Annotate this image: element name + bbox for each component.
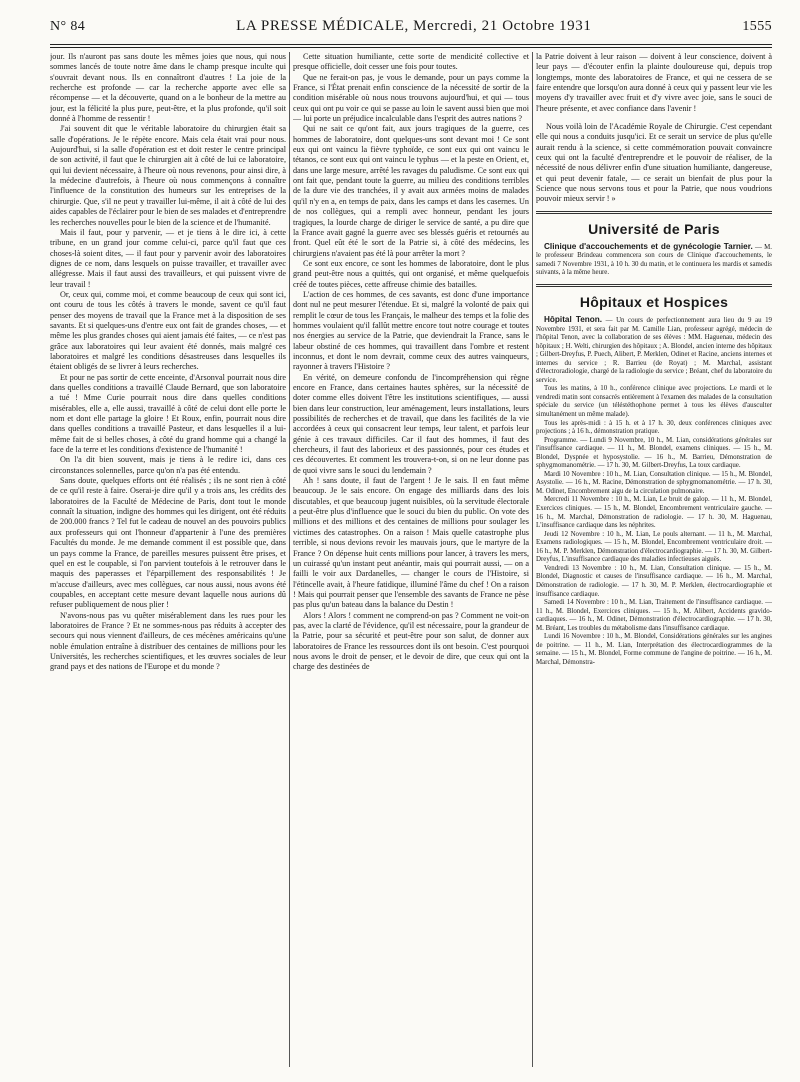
paragraph: Lundi 16 Novembre : 10 h., M. Blondel, Considérations générales sur les angines de poitrine. — 11 h., M. Lian, Interprétation des électrocardiogrammes de la semaine. — 15 h., M. Blondel, Forme commune de l'angine de poitrine. — 16 h., M. Marchal, Démonstra- — [536, 633, 772, 666]
page-number: 1555 — [742, 19, 772, 34]
page-header — [50, 18, 772, 42]
notice-text: — Un cours de perfectionnement aura lieu du 9 au 19 Novembre 1931, et sera fait par M. Camille Lian, professeur agrégé, médecin de l'hôpital Tenon, avec la collaboration de ses élèves : MM. Haguenau, médecin des hôpitaux ; H. Welti, chirurgien des hôpitaux ; A. Blondel, ancien interne des hôpitaux ; Gilbert-Dreyfus, P. Puech, Alibert, P. Merklen, Odinet et Racine, anciens internes et internes du service ; R. Barrieu (de Royat) ; M. Marchal, assistant d'électroradiologie, chargé de la radiologie du service ; Bréant, chef du laboratoire du service. — [536, 317, 772, 384]
column-divider — [532, 52, 533, 1067]
paragraph: Mais il faut, pour y parvenir, — et je tiens à le dire ici, à cette tribune, en un grand jour comme celui-ci, parce qu'il faut que ces choses-là soient dites, — il faut pour y parvenir avoir des laboratoires dignes de ce nom, dans lesquels on puisse travailler, et travailler avec allégresse. Mais il faut aussi des travailleurs, et qui puissent vivre de leur travail ! — [50, 227, 286, 289]
paragraph: L'action de ces hommes, de ces savants, est donc d'une importance dont nul ne peut mesurer l'étendue. Et si, malgré la volonté de paix qui remplit le cœur de tous les Français, le malheur des temps et la folie des hommes voulaient qu'il fallût mettre encore tout notre courage et toutes nos énergies au service de la Patrie, que deviendrait la France, sans le labeur obstiné de ces hommes, qui travaillent dans l'ombre et restent inconnus, et dont le nom devrait, comme ceux des autres vainqueurs, rayonner à travers l'Histoire ? — [293, 289, 529, 372]
column-3 — [536, 52, 772, 1070]
issue-number: N° 84 — [50, 19, 86, 34]
paragraph: N'avons-nous pas vu quêter misérablement dans les rues pour les laboratoires de France ? Et ne sommes-nous pas réduits à accepter des secours qui nous viennent d'ailleurs, de ces mécènes américains qu'une noble émulation entraîne à distribuer des centaines de millions pour les Universités, les recherches scientifiques, et les œuvres sociales de leur grand pays et des nations de l'Europe et du monde ? — [50, 610, 286, 672]
paragraph: Ah ! sans doute, il faut de l'argent ! Je le sais. Il en faut même beaucoup. Je le sais encore. On engage des milliards dans des lois discutables, et que beaucoup jugent nuisibles, où la servitude électorale a peut-être plus d'influence que le souci du bien du public. On vote des millions et des millions et des centaines de millions pour soulager les victimes des catastrophes. On a raison ! Mais quelle catastrophe plus terrible, si nous devions revoir les mauvais jours, que le martyre de la France ? On dépense huit cents millions pour lancer, à travers les mers, un cuirassé qu'un instant peut anéantir, mais qui pourrait aussi, — on a failli le voir aux Dardanelles, — changer le cours de l'Histoire, si l'étincelle avait, à l'heure fatidique, illuminé l'âme du chef ! On a raison ! Mais qui pourrait penser que l'ensemble des savants de France ne pèse pas plus qu'un bateau dans la balance du Destin ! — [293, 476, 529, 610]
notice-text: — M. le professeur Brindeau commencera son cours de Clinique d'accouchements, le samedi 7 Novembre 1931, à 10 h. 30 du matin, et le continuera les mardis et samedis suivants, à la même heure. — [536, 243, 772, 277]
paragraph: jour. Ils n'auront pas sans doute les mêmes joies que nous, qui nous sommes lancés de toute notre âme dans le champ presque inculte qui s'ouvrait devant nous. Ils en connaîtront d'autres ! La joie de la recherche est profonde — car la recherche apporte avec elle sa récompense — et la découverte, quand on a le bonheur de la mettre au jour, est la félicité la plus pure, peut-être, et la plus profonde, qu'il soit donné à l'homme de ressentir ! — [50, 52, 286, 124]
header-rule-2 — [50, 47, 772, 48]
paragraph: Vendredi 13 Novembre : 10 h., M. Lian, Consultation clinique. — 15 h., M. Blondel, Diagnostic et causes de l'insuffisance cardiaque. — 16 h., M. Marchal, Démonstration de radiologie. — 17 h. 30, M. P. Merklen, électrocardiographie et insuffisance cardiaque. — [536, 564, 772, 598]
paragraph: Tous les matins, à 10 h., conférence clinique avec projections. Le mardi et le vendredi matin sont consacrés entièrement à l'examen des malades de la consultation spéciale du service (un téléstéthophone permet à tous les élèves d'ausculter simultanément un même malade). — [536, 385, 772, 419]
column-divider — [289, 52, 290, 1067]
section-title-universite: Université de Paris — [588, 220, 720, 237]
paragraph: Mardi 10 Novembre : 10 h., M. Lian, Consultation clinique. — 15 h., M. Blondel, Asystolie. — 16 h., M. Racine, Démonstration de sphygmomanométrie. — 17 h. 30, M. Odinet, Encombrement aigu de la circulation pulmonaire. — [536, 470, 772, 495]
section-rule — [536, 284, 772, 287]
paragraph: Qui ne sait ce qu'ont fait, aux jours tragiques de la guerre, ces hommes de laboratoire, dont quelques-uns sont devant moi ! Ce sont eux qui ont vaincu la fièvre typhoïde, ce sont eux qui ont vaincu le tétanos, ce sont eux qui ont vaincu le typhus — et la peste en Orient, et, dans une large mesure, arrêté les ravages du paludisme. Ce sont eux qui ont fait que, pendant toute la guerre, au milieu des conditions terribles de la dure vie des tranchées, il y avait aux armées moins de malades qu'il n'y en a, en temps de paix, dans les camps et dans les casernes. Un de nos collègues, qui a rempli avec honneur, pendant les jours tragiques, la lourde charge de diriger le service de santé, a pu dire que la France avait gagné la guerre avec ses blessés guéris et retournés au front. Quel eût été le sort de la Patrie si, à côté des médecins, les chirurgiens n'avaient pas été là pour arrêter la mort ? — [293, 124, 529, 258]
universite-notice — [536, 243, 772, 278]
paragraph: Ce sont eux encore, ce sont les hommes de laboratoire, dont le plus grand peut-être nous a quittés, qui ont organisé, et même quelquefois créé de toutes pièces, cette affreuse chimie des batailles. — [293, 258, 529, 289]
column-1 — [50, 52, 286, 1070]
paragraph: Nous voilà loin de l'Académie Royale de Chirurgie. C'est cependant elle qui nous a conduits jusqu'ici. Et ce serait un service de plus qu'elle aurait rendu à la science, si cette commémoration pouvait convaincre ceux qui ont la faculté d'entreprendre et le pouvoir de réaliser, de la nécessité de nous délivrer enfin d'une situation humiliante, dangereuse, et qui peut devenir fatale, — ce serait un bienfait de plus pour la Science que nous servons tous et pour la Patrie, que nous voudrions pouvoir mieux servir ! » — [536, 122, 772, 204]
header-rule — [50, 44, 772, 45]
paragraph: Tous les après-midi : à 15 h. et à 17 h. 30, deux conférences cliniques avec projections ; à 16 h., démonstration pratique. — [536, 419, 772, 436]
paragraph: Sans doute, quelques efforts ont été réalisés ; ils ne sont rien à côté de ce qu'il reste à faire. Oserai-je dire qu'il y a trois ans, les crédits des laboratoires de la Faculté de Médecine de Paris, dont tout le monde connaît la situation, indigne des hommes qui les dirigent, ont été réduits de 200.000 francs ? Tel fut le cadeau de nouvel an des pouvoirs publics aux professeurs qui ont l'honneur d'appartenir à l'une des premières Facultés du monde. Je me demande comment il est possible que, dans un pays comme la France, de pareilles mesures puissent être prises, et quel en est le coupable, si l'on parvient toutefois à le retrouver dans le maquis des paperasses et l'éparpillement des responsabilités ! Je m'accuse d'ailleurs, avec mes collègues, car nous aussi, nous avons été coupables, en acceptant cette mesure devant laquelle nous aurions dû refuser publiquement de nous plier ! — [50, 476, 286, 610]
paragraph: Et pour ne pas sortir de cette enceinte, d'Arsonval pourrait nous dire dans quelles conditions a travaillé Claude Bernard, que son laboratoire a tué ! Mme Curie pourrait nous dire dans quelles conditions misérables, elle a, elle aussi, travaillé à côté de celui dont elle porte le nom et dont elle partage la gloire ! Et Roux, enfin, pourrait nous dire dans quelles conditions a travaillé Pasteur, et dans lesquelles il a lui-même fait de si belles choses, à côté du grand homme qui a changé la face de la terre et les conditions d'existence de l'humanité ! — [50, 372, 286, 455]
paragraph: En vérité, on demeure confondu de l'incompréhension qui règne encore en France, dans certaines hautes sphères, sur la nécessité de doter comme elles doivent l'être les institutions scientifiques, — aussi bien dans leur construction, leur aménagement, leurs installations, leurs possibilités de recherches et de travail, que dans les facilités de la vie accordées à ceux qui consacrent leur temps, leur talent, et parfois leur génie à ces travaux difficiles. Car il faut des hommes, il faut des chercheurs, il faut des laborieux et des passionnés, pour ces études et ces découvertes. Et comment les trouvera-t-on, si on ne leur donne pas de quoi vivre sans le souci du lendemain ? — [293, 372, 529, 475]
paragraph: Mercredi 11 Novembre : 10 h., M. Lian, Le bruit de galop. — 11 h., M. Blondel, Exercices cliniques. — 15 h., M. Blondel, Encombrement ventriculaire gauche. — 16 h., M. Marchal, Démonstration de radiologie. — 17 h. 30, M. Haguenau, L'insuffisance cardiaque dans les néphrites. — [536, 496, 772, 530]
notice-heading: Clinique d'accouchements et de gynécologie Tarnier. — [544, 241, 753, 251]
hopitaux-notice — [536, 316, 772, 667]
paragraph: Alors ! Alors ! comment ne comprend-on pas ? Comment ne voit-on pas, avec la clarté de l'évidence, qu'il est nécessaire, pour la grandeur de la Patrie, pour sa sécurité et peut-être pour son salut, de donner aux laboratoires de France les ressources dont ils ont besoin. C'est pourquoi nous avons le droit de penser, et le devoir de dire, que ceux qui ont la charge des destinées de — [293, 610, 529, 672]
notice-heading: Hôpital Tenon. — [544, 315, 603, 324]
paragraph — [536, 316, 772, 385]
paragraph: Que ne ferait-on pas, je vous le demande, pour un pays comme la France, si l'État prenait enfin conscience de la nécessité de sortir de la condition misérable où nous nous trouvons aujourd'hui, et qui — tous ceux qui ont pu voir ce qui se passe au loin le savent aussi bien que moi — lui porte un préjudice incalculable dans l'esprit des autres nations ? — [293, 72, 529, 124]
section-title-hopitaux: Hôpitaux et Hospices — [579, 294, 729, 310]
column-2 — [293, 52, 529, 1070]
paragraph: Samedi 14 Novembre : 10 h., M. Lian, Traitement de l'insuffisance cardiaque. — 11 h., M. Blondel, Exercices cliniques. — 15 h., M. Alibert, Accidents gravido-cardiaques. — 16 h., M. Odinet, Démonstration d'électrocardiographie. — 17 h. 30, M. Bréant, Les troubles du métabolisme dans l'insuffisance cardiaque. — [536, 599, 772, 632]
paragraph: J'ai souvent dit que le véritable laboratoire du chirurgien était sa salle d'opérations. Je le répète encore. Mais cela était vrai pour nous. Aujourd'hui, si la salle d'opération est et doit rester le centre principal de son activité, il faut que le chirurgien ait à côté de lui ce laboratoire, qui lui devient nécessaire, à l'heure où nous revenons, pour ainsi dire, à la médecine d'autrefois, à l'heure où nous commençons à connaître l'influence de la constitution des humeurs sur les entreprises de la chirurgie. Que, s'il ne peut y travailler lui-même, il ait à côté de lui des aides capables de l'éclairer pour le bien de ses malades et d'entreprendre les recherches nouvelles pour le bien de la science et de l'humanité. — [50, 124, 286, 227]
paragraph: Jeudi 12 Novembre : 10 h., M. Lian, Le pouls alternant. — 11 h., M. Marchal, Examens radiologiques. — 15 h., M. Blondel, Encombrement ventriculaire droit. — 16 h., M. P. Merklen, Démonstration d'électrocardiographie. — 17 h. 30, M. Gilbert-Dreyfus, L'insuffisance cardiaque des maladies infectieuses aiguës. — [536, 530, 772, 564]
paragraph: la Patrie doivent à leur raison — doivent à leur conscience, doivent à leur pays — d'écouter enfin la plainte douloureuse qui, depuis trop longtemps, monte des laboratoires de France, et qui ne cessera de se faire entendre que lorsqu'on aura donné à ceux qui y passent leur vie les moyens d'y travailler avec fruit et d'y vivre avec joie, sans le souci de l'heure présente, et avec confiance dans l'avenir ! — [536, 52, 772, 113]
paragraph: Or, ceux qui, comme moi, et comme beaucoup de ceux qui sont ici, ont couru de tous les côtés à travers le monde, savent ce qu'il faut penser des moyens de travail que la France met à la disposition de ses savants. Et si quelques-uns d'entre eux ont fait de grandes choses, — et même les plus grandes choses qui aient jamais été faites, — ce n'est pas grâce aux laboratoires qui leur avaient été donnés, mais malgré ces laboratoires et malgré les conditions désastreuses dans lesquelles ils étaient obligés de se livrer à leurs recherches. — [50, 289, 286, 372]
paragraph — [536, 243, 772, 278]
paragraph: Cette situation humiliante, cette sorte de mendicité collective et presque officielle, doit cesser une fois pour toutes. — [293, 52, 529, 72]
paragraph: Programme. — Lundi 9 Novembre, 10 h., M. Lian, considérations générales sur l'insuffisance cardiaque. — 11 h., M. Blondel, examens cliniques. — 15 h., M. Blondel, Dyspnée et hyposystolie. — 16 h., M. Barrieu, Démonstration de sphygmomanométrie. — 17 h. 30, M. Gilbert-Dreyfus, La toux cardiaque. — [536, 436, 772, 470]
section-rule — [536, 211, 772, 214]
paragraph: On l'a dit bien souvent, mais je tiens à le redire ici, dans ces circonstances solennelles, parce qu'on n'a pas été entendu. — [50, 455, 286, 475]
journal-title: LA PRESSE MÉDICALE, Mercredi, 21 Octobre 1931 — [236, 18, 592, 34]
